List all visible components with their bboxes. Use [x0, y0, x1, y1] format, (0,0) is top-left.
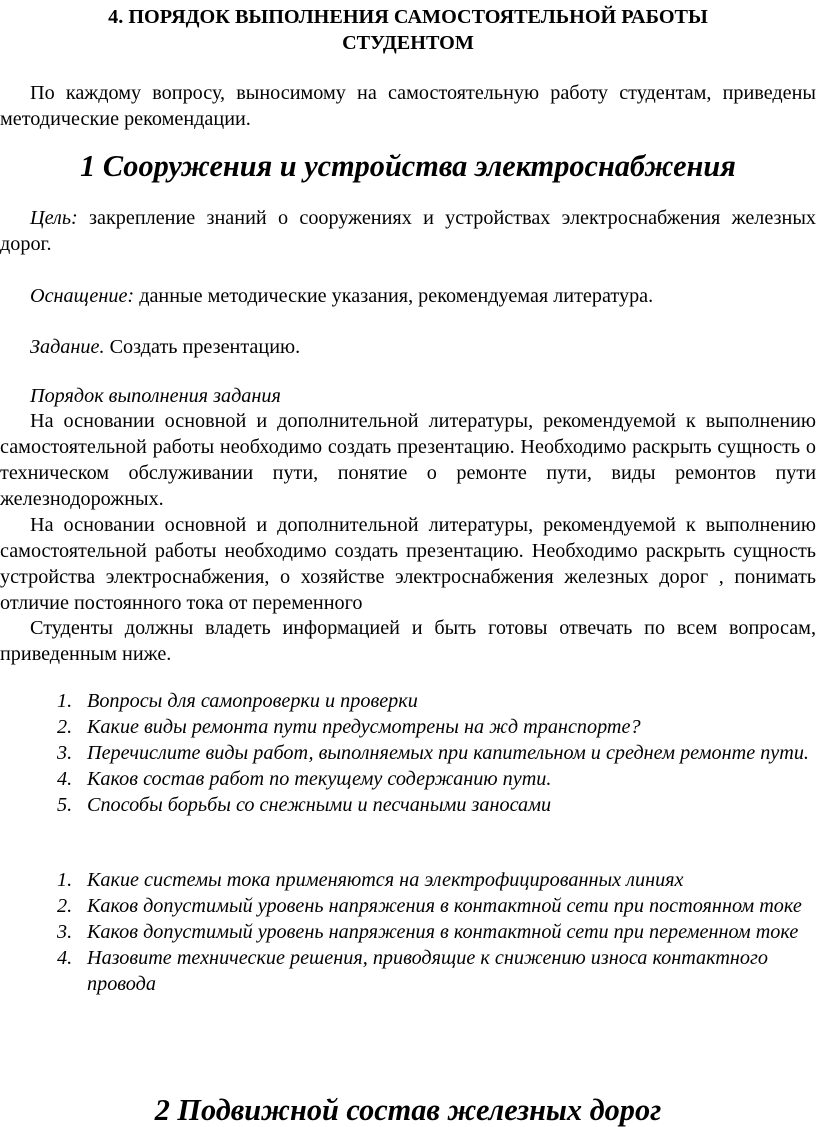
goal-label: Цель: — [30, 207, 78, 229]
list-item-number: 5. — [57, 794, 73, 816]
list-item — [0, 766, 816, 792]
list-item-text: Каков состав работ по текущему содержанию пути. — [87, 768, 552, 790]
list-item-text: Способы борьбы со снежными и песчаными заносами — [87, 794, 552, 816]
list-item — [0, 867, 816, 893]
list-item — [0, 919, 816, 945]
list-item-number: 4. — [57, 768, 73, 790]
questions-list-b — [0, 867, 816, 997]
list-item-text: Каков допустимый уровень напряжения в контактной сети при постоянном токе — [87, 895, 802, 917]
subsection1-heading: 1 Сооружения и устройства электроснабжения — [80, 149, 736, 183]
questions-list-a — [0, 688, 816, 818]
list-item — [0, 688, 816, 714]
list-item — [0, 893, 816, 919]
list-item-number: 1. — [57, 869, 73, 891]
subsection2-heading: 2 Подвижной состав железных дорог — [154, 1093, 662, 1127]
list-item — [0, 792, 816, 818]
list-item-text: Каков допустимый уровень напряжения в контактной сети при переменном токе — [87, 921, 799, 943]
list-item-number: 2. — [57, 895, 73, 917]
list-item-number: 4. — [57, 947, 73, 969]
goal-paragraph — [0, 205, 816, 257]
list-item-number: 2. — [57, 716, 73, 738]
list-item-number: 3. — [57, 742, 73, 764]
equipment-label: Оснащение: — [30, 285, 135, 307]
section-title-line2: СТУДЕНТОМ — [342, 32, 474, 54]
list-item — [0, 740, 816, 766]
goal-text: закрепление знаний о сооружениях и устройствах электроснабжения железных дорог. — [0, 207, 816, 255]
list-item-text: Какие системы тока применяются на электрофицированных линиях — [87, 869, 684, 891]
section-title — [0, 4, 816, 56]
list-item-text: Назовите технические решения, приводящие к снижению износа контактного провода — [87, 947, 768, 995]
procedure-heading: Порядок выполнения задания — [30, 385, 281, 407]
list-item-number: 1. — [57, 690, 73, 712]
task-label: Задание. — [30, 336, 105, 358]
list-item — [0, 714, 816, 740]
equipment-paragraph — [0, 283, 816, 309]
list-item-number: 3. — [57, 921, 73, 943]
task-paragraph — [0, 334, 816, 360]
list-item-text: Вопросы для самопроверки и проверки — [87, 690, 418, 712]
procedure-paragraph-2: На основании основной и дополнительной литературы, рекомендуемой к выполнению самостоятельной работы необходимо создать презентацию. Необходимо раскрыть сущность устройства электроснабжения, о хозяйстве электроснабжения железных дорог , понимать отличие постоянного тока от переменного — [0, 514, 816, 614]
list-item-text: Перечислите виды работ, выполняемых при капительном и среднем ремонте пути. — [87, 742, 809, 764]
equipment-text: данные методические указания, рекомендуемая литература. — [134, 285, 654, 307]
section-title-line1: 4. ПОРЯДОК ВЫПОЛНЕНИЯ САМОСТОЯТЕЛЬНОЙ РАБОТЫ — [108, 6, 708, 28]
task-text: Создать презентацию. — [104, 336, 301, 358]
procedure-paragraph-3: Студенты должны владеть информацией и быть готовы отвечать по всем вопросам, приведенным ниже. — [0, 617, 816, 665]
list-item-text: Какие виды ремонта пути предусмотрены на жд транспорте? — [87, 716, 641, 738]
procedure-paragraph-1: На основании основной и дополнительной литературы, рекомендуемой к выполнению самостоятельной работы необходимо создать презентацию. Необходимо раскрыть сущность о техническом обслуживании пути, понятие о ремонте пути, виды ремонтов пути железнодорожных. — [0, 410, 816, 510]
list-item — [0, 945, 816, 997]
intro-paragraph: По каждому вопросу, выносимому на самостоятельную работу студентам, приведены методические рекомендации. — [0, 82, 816, 130]
